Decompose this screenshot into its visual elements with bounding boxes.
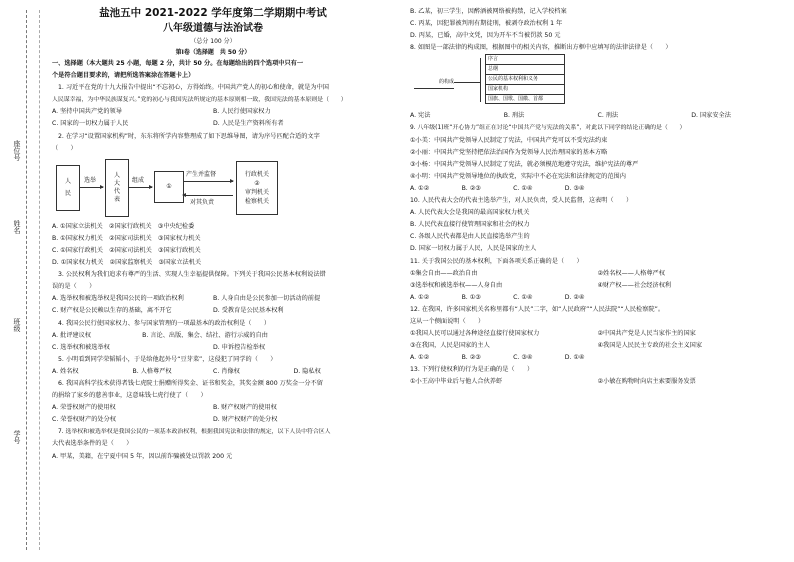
class-label: 班级 <box>13 318 21 332</box>
q6-options <box>52 402 374 414</box>
q13-statement-1: ①小王高中毕业后与他人合伙养虾 <box>410 378 503 386</box>
q3-option-a[interactable]: A. 选举权和被选举权是我国公民的一项政治权利 <box>52 295 184 303</box>
q1-option-b[interactable]: B. 人民行使国家权力 <box>213 108 271 116</box>
exam-subtitle: 八年级道德与法治试卷 <box>163 23 263 34</box>
q1-options <box>52 106 374 118</box>
q11-stem: 11. 关于我国公民的基本权利，下面各项关系正确的是（ ） <box>410 257 583 265</box>
q2-flow-diagram <box>52 157 374 219</box>
q10-stem: 10. 人民代表大会的代表主选举产生，对人民负责，受人民监督，这表明（ ） <box>410 197 633 205</box>
q2-stem: 2. 在学习“设置国家机构”时，东东将所学内容整理成了如下思维导图，请为序号匹配合适的文字 <box>58 132 320 140</box>
q6-options-2 <box>52 414 374 426</box>
q12-option-a[interactable]: A. ①② <box>410 354 430 362</box>
flow-produce-label: 产生并监督 <box>186 170 217 178</box>
flow-form-label: 组成 <box>132 176 145 184</box>
q11-statements-2 <box>410 280 785 292</box>
q6-option-d[interactable]: D. 财产权财产的处分权 <box>213 416 278 424</box>
q12-statements <box>410 328 785 340</box>
flow-arrow-3 <box>183 181 233 182</box>
q7-option-c[interactable]: C. 丙某，因犯罪被判刑有期徒刑，被剥夺政治权利 1 年 <box>410 20 563 28</box>
q8-option-a[interactable]: A. 宪法 <box>410 112 431 120</box>
q9-options <box>410 183 616 195</box>
q8-option-d[interactable]: D. 国家安全法 <box>691 112 731 120</box>
q3-options <box>52 293 374 305</box>
q8-structure-diagram <box>410 54 785 110</box>
q12-options <box>410 352 616 364</box>
q4-stem: 4. 我国公民行使国家权力、参与国家管理的一项最基本的政治权利是（ ） <box>58 319 271 327</box>
q8-blank-lead: 的构成 <box>414 76 454 89</box>
q11-option-c[interactable]: C. ①④ <box>513 293 533 301</box>
q8-stem: 8. 如图是一部法律的构成图，根据图中的相关内容，推断出方框中应填写的法律法律是（ ） <box>410 44 672 52</box>
q10-option-b[interactable]: B. 人民代表直接行使管理国家和社会的权力 <box>410 221 530 229</box>
q9-statement-4: ④小明：中国共产党领导地位的执政党，实际中不必在宪法和法律规定的范围内 <box>410 172 626 180</box>
q8-row: 总纲 <box>486 65 564 75</box>
q1-option-a[interactable]: A. 坚持中国共产党的领导 <box>52 108 122 116</box>
flow-people-box: 人 民 <box>56 165 80 211</box>
q12-option-b[interactable]: B. ②③ <box>461 354 481 362</box>
q7-option-a[interactable]: A. 甲某，美籍，在宁夏中国 5 年，因以前诈骗被处以罚款 200 元 <box>52 452 233 460</box>
flow-right-box: 行政机关 ② 审判机关 检察机关 <box>236 161 278 215</box>
q2-stem-2: （ ） <box>52 144 77 152</box>
q9-statement-2: ②小丽：中国共产党坚持把依法治国作为党领导人民治理国家的基本方略 <box>410 148 608 156</box>
q12-statement-4: ④我国是人民民主专政的社会主义国家 <box>597 342 703 350</box>
q6-stem: 6. 我国高科学技术获得者钱七虎院士捐赠所得奖金、证书和奖金，其奖金额 800 万奖金一分不留 <box>58 379 323 387</box>
q8-row: 国旗、国歌、国徽、首都 <box>488 95 544 102</box>
q5-option-c[interactable]: C. 肖像权 <box>213 367 240 375</box>
q10-option-c[interactable]: C. 各级人民代表都是由人民直接选举产生的 <box>410 233 530 241</box>
q3-stem-2: 误的是（ ） <box>52 283 96 291</box>
q5-stem: 5. 小明看到同学荣韬韬小，于是给他起外号“豆芽菜”，这侵犯了同学的（ ） <box>58 355 277 363</box>
flow-congress-box: 人 大 代 表 <box>105 159 129 217</box>
q8-option-b[interactable]: B. 刑法 <box>503 112 525 120</box>
q8-row: 序言 <box>486 55 564 65</box>
q11-statement-3: ③选举权和被选举权——人身自由 <box>410 281 503 289</box>
dashed-cut-line <box>26 10 27 550</box>
binding-strip <box>6 0 46 562</box>
q9-option-d[interactable]: D. ③④ <box>564 184 585 192</box>
q8-row: 国家机构 <box>486 85 564 95</box>
q11-option-a[interactable]: A. ①② <box>410 293 430 301</box>
q2-option-a[interactable]: A. ①国家立法机关 ②国家行政机关 ③中央纪检委 <box>52 222 195 230</box>
q12-statement-3: ③在我国，人民是国家的主人 <box>410 342 490 350</box>
q1-option-d[interactable]: D. 人民是生产资料所有者 <box>213 120 284 128</box>
q13-statement-2: ②小敏在购物时向店主索要服务发票 <box>597 378 696 386</box>
q6-option-b[interactable]: B. 财产权财产的使用权 <box>213 404 277 412</box>
q5-option-b[interactable]: B. 人格尊严权 <box>132 367 172 375</box>
q11-statements <box>410 268 785 280</box>
q4-options <box>52 330 374 342</box>
q9-option-c[interactable]: C. ①④ <box>513 184 533 192</box>
q3-option-d[interactable]: D. 受教育是公民基本权利 <box>213 307 284 315</box>
q7-stem: 7. 选举权和被选举权是我国公民的一项基本政治权利，根据我国宪法和法律的规定，以下人员中符合区人 <box>58 429 331 436</box>
q9-stem: 9. 八年级(1)班“开心协力”组正在讨论“中国共产党与宪法的关系”，对此以下同学的结论正确的是（ ） <box>410 125 686 132</box>
q7-option-b[interactable]: B. 乙某，初三学生，因醉酒被网络被拘禁，记入学校档案 <box>410 8 567 15</box>
section-intro-2: 个是符合题目要求的，请把所选答案涂在答题卡上） <box>52 72 195 80</box>
flow-arrow-1 <box>79 187 103 188</box>
right-column <box>410 6 785 389</box>
q7-stem-2: 大代表选举条件的是（ ） <box>52 440 133 448</box>
q12-statement-1: ①我国人民可以通过各种途径直接行使国家权力 <box>410 330 540 338</box>
dashed-cut-line-inner <box>39 10 40 550</box>
flow-responsible-label: 对其负责 <box>190 198 215 206</box>
q2-option-c[interactable]: C. ①国家行政机关 ②国家司法机关 ③国家行政机关 <box>52 246 201 254</box>
flow-org-box: ① <box>154 171 184 203</box>
q11-statement-2: ②姓名权——人格尊严权 <box>597 269 665 277</box>
q4-option-a[interactable]: A. 批评建议权 <box>52 331 91 339</box>
total-score: （总分 100 分） <box>190 38 236 45</box>
q1-stem-2: 人民谋幸福，为中华民族谋复兴。”党的初心与我国宪法所规定的基本原则相一致，我国宪法的基本原则是（ ） <box>52 97 347 104</box>
q12-statements-2 <box>410 340 785 352</box>
q12-option-d[interactable]: D. ①④ <box>564 354 585 362</box>
q9-statement-1: ①小美：中国共产党领导人民制定了宪法，中国共产党可以不受宪法约束 <box>410 136 608 144</box>
q11-option-b[interactable]: B. ①③ <box>461 293 481 301</box>
q12-statement-2: ②中国共产党是人民当家作主的国家 <box>597 330 696 338</box>
q11-statement-1: ①集会自由——政治自由 <box>410 269 478 277</box>
left-column <box>52 6 374 463</box>
q2-option-d[interactable]: D. ①国家权力机关 ②国家监察机关 ③国家立法机关 <box>52 259 202 267</box>
q3-options-2 <box>52 305 374 317</box>
q4-option-b[interactable]: B. 言论、出版、集会、结社、游行示威的自由 <box>142 331 268 339</box>
q7-option-d[interactable]: D. 丙某，已婚，高中文凭，因为开车不当被罚款 50 元 <box>410 32 561 40</box>
q1-options-2 <box>52 118 374 130</box>
student-id-label: 学号 <box>13 430 21 444</box>
q10-option-d[interactable]: D. 国家一切权力属于人民，人民是国家的主人 <box>410 245 537 253</box>
q6-option-a[interactable]: A. 荣誉权财产的使用权 <box>52 404 116 412</box>
q4-option-d[interactable]: D. 申诉控告检举权 <box>213 343 266 351</box>
q3-option-b[interactable]: B. 人身自由是公民参加一切活动的前提 <box>213 295 321 303</box>
q13-statements <box>410 376 785 388</box>
q9-statement-3: ③小杨：中国共产党领导人民制定了宪法，就必须模范地遵守宪法，维护宪法的尊严 <box>410 160 639 168</box>
q1-stem: 1. 习近平在党的十九大报告中提出“不忘初心，方得始终。中国共产党人的初心和使命，就是为中国 <box>58 84 329 92</box>
flow-elect-label: 选举 <box>84 176 97 184</box>
q2-option-b[interactable]: B. ①国家权力机关 ②国家司法机关 ③国家权力机关 <box>52 234 201 242</box>
exam-title: 盐池五中 2021-2022 学年度第二学期期中考试 <box>99 7 327 19</box>
q8-connector <box>454 82 480 83</box>
q4-options-2 <box>52 342 374 354</box>
q5-option-d[interactable]: D. 隐私权 <box>293 367 321 375</box>
q9-option-b[interactable]: B. ②③ <box>461 184 481 192</box>
q5-options <box>52 366 374 378</box>
q9-option-a[interactable]: A. ①② <box>410 184 430 192</box>
part-heading: 第Ⅰ卷（选择题 共 50 分） <box>175 49 251 56</box>
q6-stem-2: 的捐给了家乡的慈善事业，这意味钱七虎行使了（ ） <box>52 392 207 400</box>
q12-stem-2: 这从一个侧面说明（ ） <box>410 317 485 325</box>
q10-option-a[interactable]: A. 人民代表大会是我国的最高国家权力机关 <box>410 209 530 217</box>
section-intro: 一、选择题（本大题共 25 小题，每题 2 分，共计 50 分。在每题给出的四个选项中只有一 <box>52 60 304 67</box>
q1-option-c[interactable]: C. 国家的一切权力属于人民 <box>52 120 129 128</box>
q8-options <box>410 110 785 122</box>
q12-option-c[interactable]: C. ③④ <box>513 354 533 362</box>
q8-row: 公民的基本权利和义务 <box>486 75 564 85</box>
q11-options <box>410 292 616 304</box>
q11-option-d[interactable]: D. ②④ <box>564 293 585 301</box>
q12-stem: 12. 在我国，许多国家机关名称里都有“人民”二字，如“人民政府”“人民法院”“人民检察院”。 <box>410 305 665 313</box>
name-label: 姓名 <box>13 220 21 234</box>
q8-rows-box <box>485 54 565 104</box>
seat-label: 座位号 <box>13 140 21 161</box>
q13-stem: 13. 下列行使权利的行为是正确的是（ ） <box>410 366 534 374</box>
q11-statement-4: ④财产权——社会经济权利 <box>597 281 672 289</box>
q4-option-c[interactable]: C. 选举权和被选举权 <box>52 343 110 351</box>
q6-option-c[interactable]: C. 荣誉权财产的处分权 <box>52 416 116 424</box>
flow-arrow-4 <box>183 195 233 196</box>
q3-stem: 3. 公民权利为我们追求有尊严的生活、实现人生幸福提供保障。下列关于我国公民基本权利说法错 <box>58 271 326 279</box>
q3-option-c[interactable]: C. 财产权是公民赖以生存的基础，离不开它 <box>52 307 172 315</box>
flow-arrow-2 <box>128 187 152 188</box>
q5-option-a[interactable]: A. 姓名权 <box>52 367 79 375</box>
q8-bracket <box>480 58 482 102</box>
q8-option-c[interactable]: C. 刑法 <box>597 112 619 120</box>
